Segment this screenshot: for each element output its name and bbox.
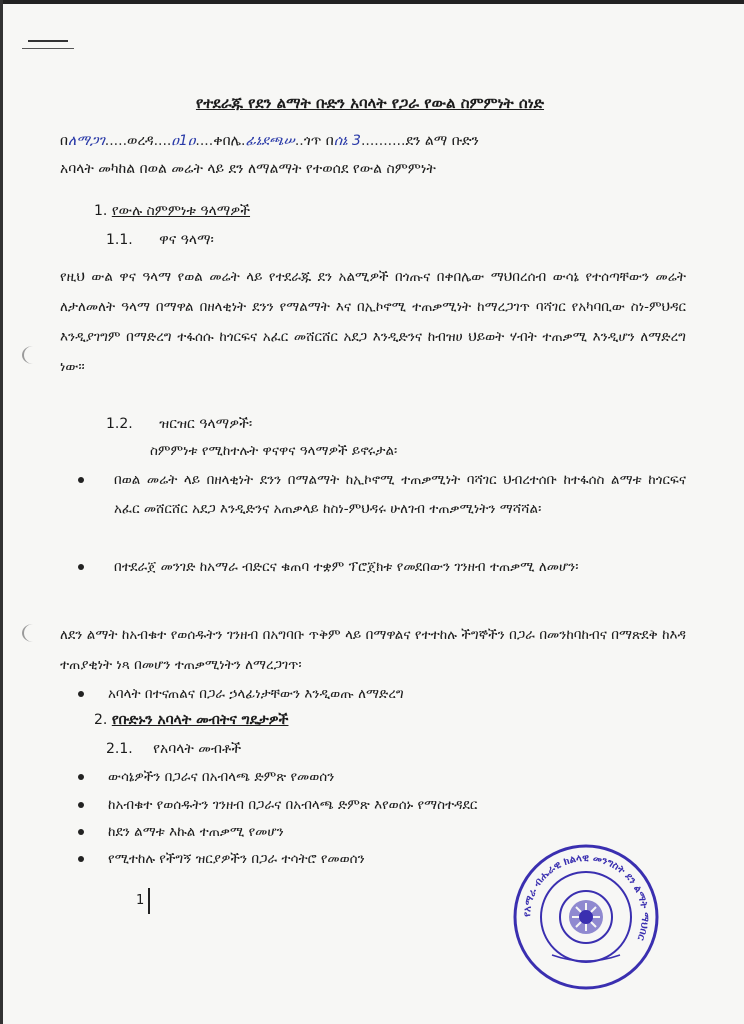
subsection-2-1-title: የአባላት መብቶች <box>153 741 242 757</box>
page-number-bar <box>148 888 150 914</box>
bullet-marker <box>78 818 98 847</box>
official-seal-stamp <box>512 843 660 991</box>
list-item: ውሳኔዎችን በጋራና በአብላጫ ድምጽ የመወሰን <box>108 769 335 785</box>
section1-number: 1. <box>94 203 108 219</box>
bullet-marker <box>78 763 98 792</box>
intro-line: አባላት መካከል በወል መሬት ላይ ደን ለማልማት የተወሰደ የውል ስምምነት <box>60 161 436 177</box>
section1-title: የውሉ ስምምነቱ ዓላማዎች <box>111 203 251 219</box>
ink-mark <box>22 48 74 49</box>
list-item: በተደራጀ መንገድ ከአማራ ብድርና ቁጠባ ተቋም ፕሮጀክቱ የመደበውን ገንዘብ ተጠቃሚ ለመሆን፡ <box>114 559 579 575</box>
subsection-1-2-heading <box>106 416 252 432</box>
section2-heading <box>94 712 288 728</box>
bullet-marker <box>78 553 98 582</box>
bullet-marker <box>78 845 98 874</box>
scan-edge-top <box>0 0 744 4</box>
section2-number: 2. <box>94 712 108 728</box>
list-item: በወል መሬት ላይ በዘላቂነት ደንን በማልማት ከኢኮኖሚ ተጠቃሚነት ባሻገር ህብረተሰቡ ከተፋሰስ ልማቱ ከጎርፍና አፈር መሸርሸር አደጋ እንዲድንና አጠቃላይ ከስነ-ምህዳሩ ሁለገብ ተጠቃሚነትን ማሻሻል፡ <box>114 472 686 517</box>
fill-prefix: በ <box>60 133 69 149</box>
dotted-leader: . <box>241 133 246 149</box>
fill-word-woreda: ወረዳ <box>127 133 154 149</box>
subsection-1-2-number: 1.2. <box>106 416 133 432</box>
subsection-1-1-heading <box>106 232 214 248</box>
page-number: 1 <box>136 893 145 908</box>
main-objective-paragraph: የዚህ ውል ዋና ዓላማ የወል መሬት ላይ የተደራጁ ደን አልሚዎች በጎጡና በቀበሌው ማህበረሰብ ውሳኔ የተሰጣቸውን መሬት ለታለመለት ዓላማ በማዋል በዘላቂነት ደንን የማልማት እና በኢኮኖሚ ተጠቃሚነት ከማረጋገጥ ባሻገር የአካባቢው ስነ-ምህዳር እንዲያገግም በማድረግ ተፋሰሱ ከጎርፍና አፈር መሸርሸር አደጋ እንዲድንና ከብዝሀ ህይወት ሃብት ተጠቃሚ እንዲሆን ለማድረግ ነው፡፡ <box>60 269 686 375</box>
bullet-marker <box>78 791 98 820</box>
subsection-1-1-title: ዋና ዓላማ፡ <box>159 232 214 248</box>
handwritten-kebele-number: ዐ1ዐ <box>171 133 196 149</box>
bullet-marker <box>78 466 98 495</box>
dotted-leader: .... <box>153 133 172 149</box>
dotted-leader: .... <box>195 133 214 149</box>
dotted-leader: .......... <box>360 133 406 149</box>
document-title: የተደራጁ የደን ልማት ቡድን አባላት የጋራ የውል ስምምነት ሰነድ <box>195 94 545 112</box>
seal-ring-text: የአማራ ብሔራዊ ክልላዊ መንግስት ደን ልማት ማህበር <box>521 852 651 942</box>
handwritten-kebele-name: ፊኔደጫሠ <box>245 133 295 149</box>
scan-edge-left <box>0 0 3 1024</box>
punch-hole-mark <box>22 624 44 642</box>
subsection-1-1-number: 1.1. <box>106 232 133 248</box>
list-item: የሚተከሉ የችግኝ ዝርያዎችን በጋራ ተሳትሮ የመወሰን <box>108 851 365 867</box>
subsection-2-1-number: 2.1. <box>106 741 133 757</box>
dotted-leader: .. <box>294 133 304 149</box>
subsection-1-2-title: ዝርዝር ዓላማዎች፡ <box>159 416 253 432</box>
section1-heading <box>94 203 250 219</box>
section2-title: የቡድኑን አባላት መብትና ግዴታዎች <box>111 712 289 728</box>
fill-word-kebele: ቀበሌ <box>213 133 242 149</box>
list-item: አባላት በተናጠልና በጋራ ኃላፊነታቸውን እንዲወጡ ለማድረግ <box>108 686 404 702</box>
list-item: ከደን ልማቱ እኩል ተጠቃሚ የመሆን <box>108 824 284 840</box>
fill-in-line <box>60 133 690 149</box>
punch-hole-mark <box>22 346 44 364</box>
fill-word-got: ጎጥ በ <box>303 133 334 149</box>
subsection-1-2-intro: ስምምነቱ የሚከተሉት ዋናዋና ዓላማዎች ይኖሩታል፡ <box>150 443 398 459</box>
handwritten-woreda: ለማጋገ <box>68 133 105 149</box>
list-item: ከአብቁተ የወሰዱትን ገንዘብ በጋራና በአብላጫ ድምጽ እየወሰኑ የማስተዳደር <box>108 797 478 813</box>
handwritten-date: ሰኔ 3 <box>333 133 361 149</box>
ink-mark <box>28 40 68 42</box>
closing-paragraph: ለደን ልማት ከአብቁተ የወሰዱትን ገንዘብ በአግባቡ ጥቅም ላይ በማዋልና የተተከሉ ችግኞችን በጋራ በመንከባከብና በማጽደቅ ከእዳ ተጠያቂነት ነጻ በመሆን ተጠቃሚነትን ለማረጋገጥ፡ <box>60 627 686 673</box>
bullet-marker <box>78 680 98 709</box>
dotted-leader: ..... <box>104 133 128 149</box>
seal-emblem-icon <box>560 891 612 943</box>
subsection-2-1-heading <box>106 741 241 757</box>
fill-suffix: ደን ልማ ቡድን <box>405 133 479 149</box>
